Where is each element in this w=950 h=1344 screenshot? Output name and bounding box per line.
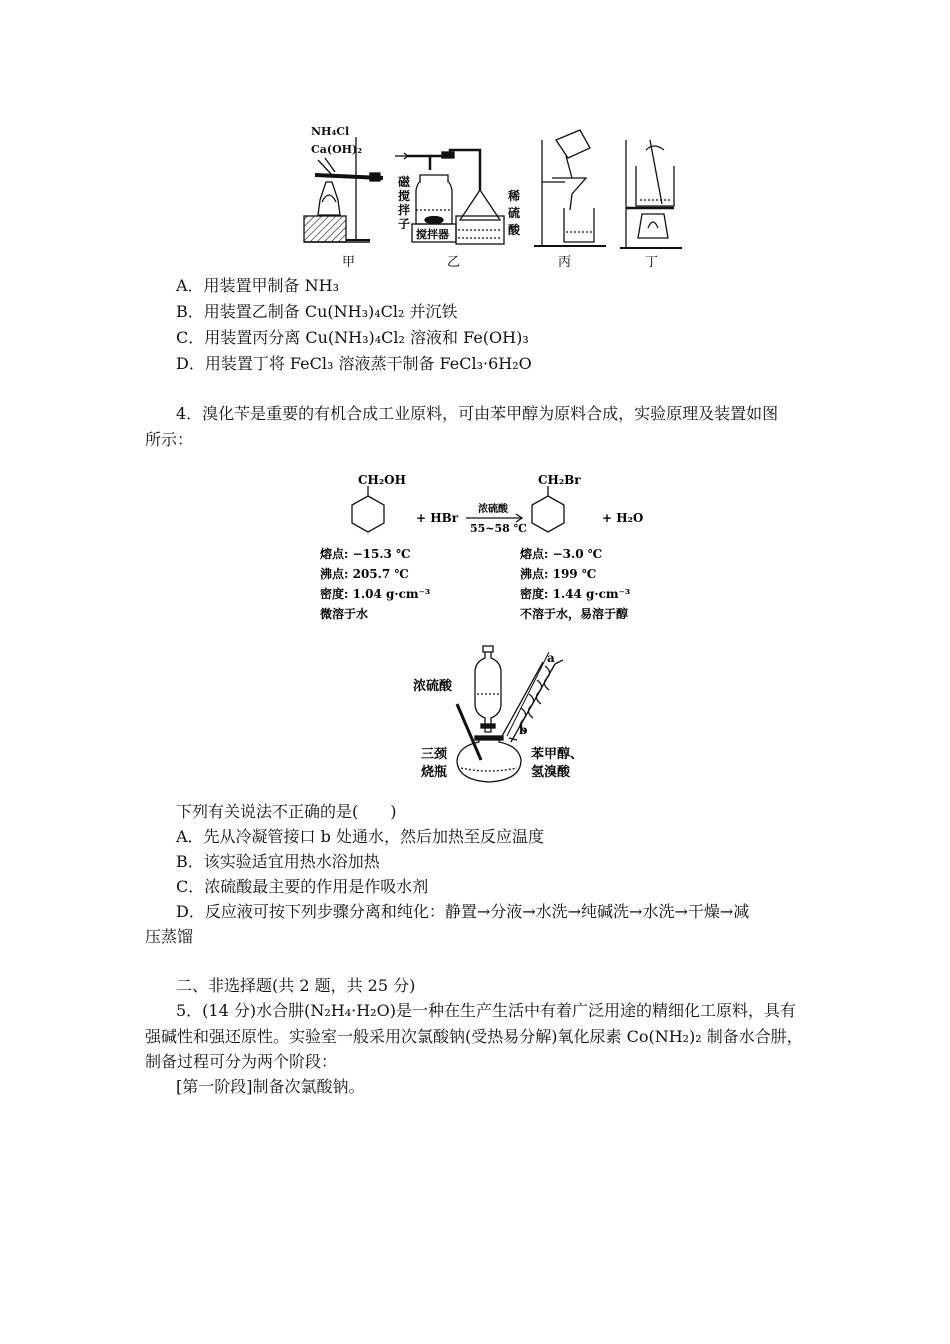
q4-stem-line2: 所示：: [145, 430, 194, 449]
q4-option-d: D．反应液可按下列步骤分离和纯化：静置→分液→水洗→纯碱洗→水洗→干燥→减: [176, 902, 750, 921]
label-flask-line1: 三颈: [421, 747, 448, 762]
q5-line3: 制备过程可分为两个阶段：: [145, 1052, 338, 1071]
label-caoh2: Ca(OH)₂: [311, 143, 363, 156]
q4-stem-line1: 4．溴化苄是重要的有机合成工业原料，可由苯甲醇为原料合成，实验原理及装置如图: [176, 404, 779, 423]
q4-option-b: B．该实验适宜用热水浴加热: [176, 852, 380, 871]
label-flask-line2: 烧瓶: [421, 765, 448, 780]
reaction-scheme: [320, 468, 660, 628]
label-stirbar-2: 搅: [398, 189, 411, 203]
product-group: CH₂Br: [538, 473, 581, 487]
product-mp: 熔点: −3.0 ℃: [520, 547, 603, 561]
q3-option-d: D．用装置丁将 FeCl₃ 溶液蒸干制备 FeCl₃·6H₂O: [176, 354, 532, 373]
q4-option-c: C．浓硫酸最主要的作用是作吸水剂: [176, 877, 429, 896]
q3-option-a: A．用装置甲制备 NH₃: [176, 276, 340, 295]
q4-question: 下列有关说法不正确的是( ): [176, 802, 397, 821]
label-contents-line2: 氢溴酸: [531, 765, 571, 780]
label-port-a: a: [547, 651, 555, 665]
label-dilute-acid-1: 稀: [508, 189, 521, 203]
q3-option-c: C．用装置丙分离 Cu(NH₃)₄Cl₂ 溶液和 Fe(OH)₃: [176, 328, 529, 347]
label-conc-acid: 浓硫酸: [413, 679, 453, 694]
label-contents-line1: 苯甲醇、: [531, 747, 584, 762]
catalyst-label: 浓硫酸: [478, 504, 508, 515]
label-port-b: b: [519, 723, 528, 737]
caption-ding: 丁: [645, 255, 659, 270]
section2-title: 二、非选择题(共 2 题，共 25 分): [176, 976, 416, 995]
benzene-ring-product: [532, 496, 564, 532]
reactant-mp: 熔点: −15.3 ℃: [320, 547, 411, 561]
reactant-density: 密度: 1.04 g·cm⁻³: [320, 587, 431, 601]
plus-h2o: + H₂O: [602, 511, 644, 525]
q3-option-b: B．用装置乙制备 Cu(NH₃)₄Cl₂ 并沉铁: [176, 302, 458, 321]
label-stirbar-3: 拌: [398, 203, 411, 217]
condition-label: 55~58 ℃: [470, 522, 527, 535]
product-density: 密度: 1.44 g·cm⁻³: [520, 587, 631, 601]
label-stirbar-1: 磁: [398, 175, 411, 189]
apparatus-jia: [304, 125, 383, 242]
reactant-group: CH₂OH: [358, 473, 406, 487]
reactant-bp: 沸点: 205.7 ℃: [320, 567, 409, 581]
label-stirrer: 搅拌器: [416, 228, 449, 241]
apparatus-ding: [620, 140, 682, 248]
reactant-solubility: 微溶于水: [320, 607, 369, 621]
caption-bing: 丙: [558, 255, 572, 270]
label-stirbar-4: 子: [398, 217, 411, 231]
label-nh4cl: NH₄Cl: [311, 125, 350, 138]
label-dilute-acid-3: 酸: [508, 223, 521, 237]
q5-line1: 5．(14 分)水合肼(N₂H₄·H₂O)是一种在生产生活中有着广泛用途的精细化工原料，具有: [176, 1001, 796, 1020]
apparatus-yi: [395, 150, 504, 244]
product-bp: 沸点: 199 ℃: [520, 567, 597, 581]
caption-jia: 甲: [342, 255, 356, 270]
q4-option-a: A．先从冷凝管接口 b 处通水，然后加热至反应温度: [176, 827, 544, 846]
q5-line4: [第一阶段]制备次氯酸钠。: [176, 1077, 365, 1096]
label-dilute-acid-2: 硫: [508, 206, 521, 220]
caption-yi: 乙: [447, 255, 461, 270]
plus-hbr: + HBr: [416, 511, 459, 525]
q5-line2: 强碱性和强还原性。实验室一般采用次氯酸钠(受热易分解)氧化尿素 Co(NH₂)₂ 制备水合肼，: [145, 1027, 803, 1046]
q4-option-d-continued: 压蒸馏: [145, 927, 194, 946]
benzyl-bromide-apparatus: [405, 642, 625, 784]
product-solubility: 不溶于水，易溶于醇: [520, 607, 629, 621]
benzene-ring-reactant: [352, 496, 384, 532]
apparatus-figure: [290, 120, 690, 275]
apparatus-bing: [534, 130, 606, 246]
